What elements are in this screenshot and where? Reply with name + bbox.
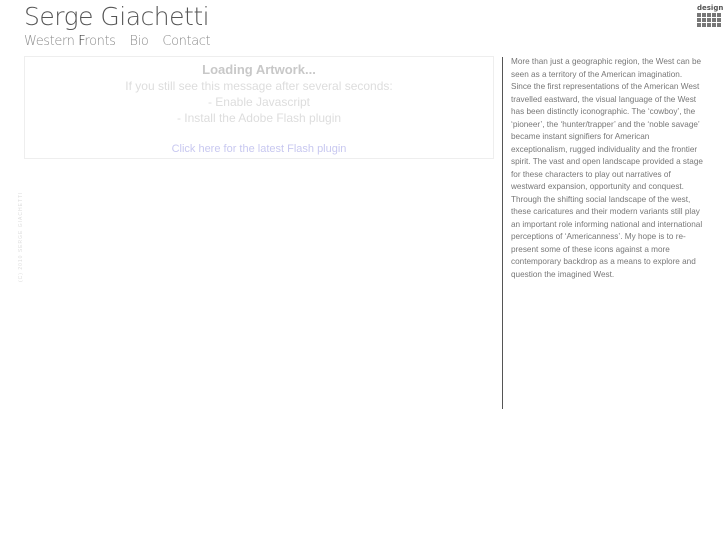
site-title[interactable]: Serge Giachetti [24, 2, 210, 31]
nav-item-western-fronts[interactable] [24, 34, 116, 49]
column-divider [502, 57, 503, 409]
main-nav [24, 34, 210, 49]
loading-title: Loading Artwork... [202, 62, 316, 77]
flash-plugin-link[interactable]: Click here for the latest Flash plugin [171, 143, 347, 155]
copyright-text: (C) 2010 SERGE GIACHETTI [18, 191, 24, 282]
statement-paragraph: More than just a geographic region, the West can be seen as a territory of the American imagination. Since the first representations of the American West travelled eastward, the visual language of the West has been distinctly iconographic. The ‘cowboy’, the ‘pioneer’, the ‘hunter/trapper’ and the ‘noble savage’ became instant signifiers for American exceptionalism, rugged individuality and the frontier spirit. The vast and open landscape provided a stage for these characters to play out narratives of westward expansion, opportunity and conquest. [511, 57, 703, 191]
loading-instruction-flash: - Install the Adobe Flash plugin [176, 111, 342, 125]
flash-placeholder [24, 56, 494, 159]
loading-message: If you still see this message after several seconds: [125, 79, 393, 93]
nav-item-part: ronts [84, 34, 116, 49]
artist-statement [511, 56, 703, 281]
copyright-notice [11, 183, 23, 288]
nav-item-contact[interactable]: Contact [162, 34, 211, 49]
design-badge[interactable] [697, 4, 723, 27]
nav-item-bio[interactable]: Bio [129, 34, 149, 49]
grid-logo-icon [697, 13, 723, 27]
nav-item-highlight-letter: F [78, 34, 85, 49]
badge-label: design [697, 4, 724, 12]
loading-instruction-javascript: - Enable Javascript [207, 95, 311, 109]
nav-item-part: estern [35, 34, 79, 49]
statement-paragraph: Through the shifting social landscape of the west, these caricatures and their modern variants still play an important role informing national and international perceptions of ‘Americanness’. My hope is to re-present some of these icons against a more contemporary backdrop as a means to explore and question the imagined West. [511, 194, 703, 279]
nav-item-first-letter: W [24, 34, 36, 49]
